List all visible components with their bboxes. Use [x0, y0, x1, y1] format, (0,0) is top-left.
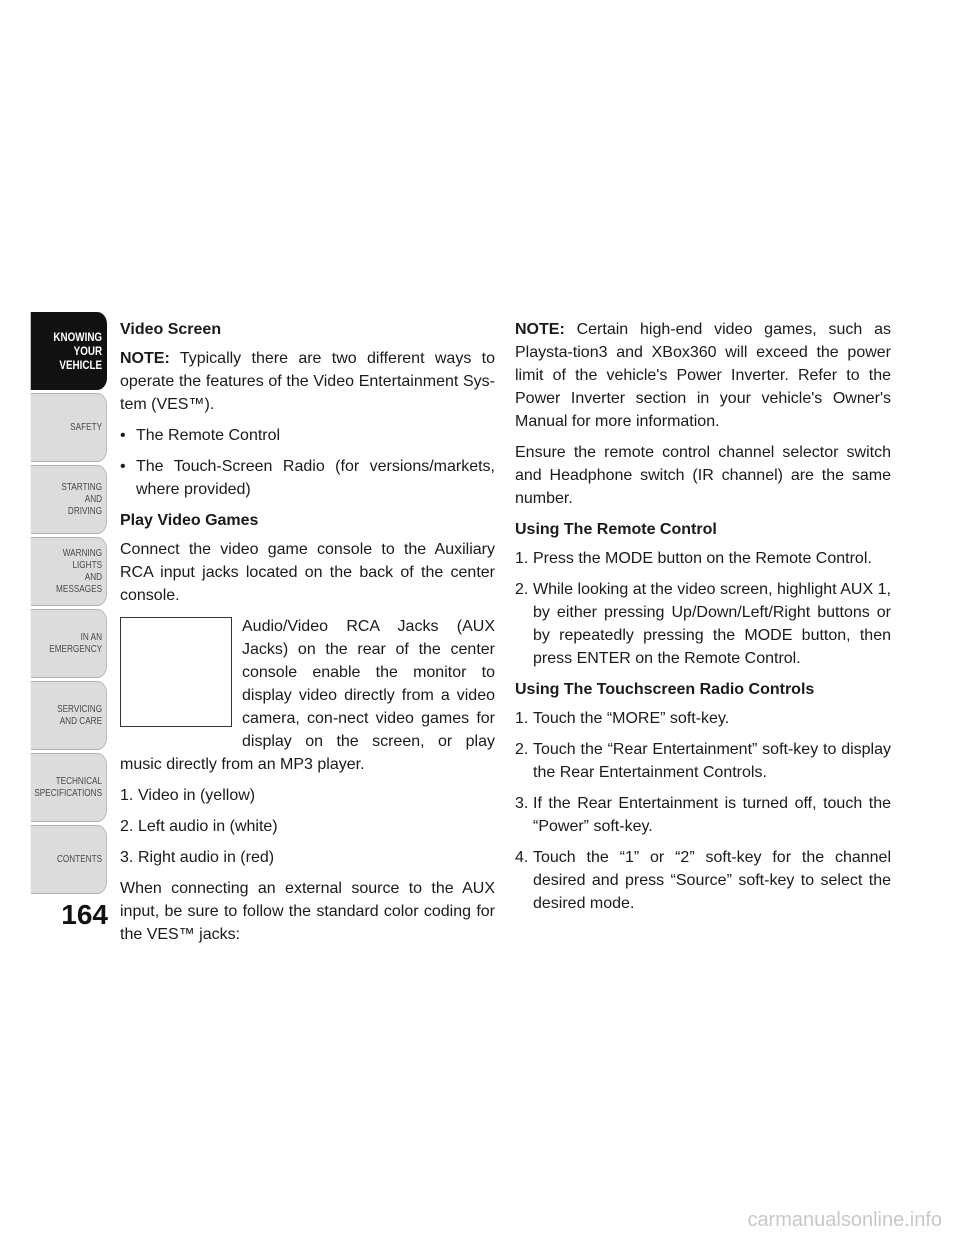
list-item-text: While looking at the video screen, highlight AUX 1, by either pressing Up/Down/Left/Right buttons or by repeatedly pressing the MODE button, then press ENTER on the Remote Control. — [533, 581, 891, 667]
tab-label: AND — [84, 493, 103, 505]
list-item — [120, 455, 495, 501]
list-item-text: If the Rear Entertainment is turned off, touch the “Power” soft-key. — [533, 795, 891, 835]
list-number: 3. — [515, 795, 529, 812]
left-column — [120, 318, 495, 954]
tab-technical-specifications[interactable] — [31, 753, 107, 822]
paragraph: Audio/Video RCA Jacks (AUX Jacks) on the rear of the center console enable the monitor to display video directly from a video camera, con-nect video games for display on the screen, or play music directly from an MP3 player. — [120, 618, 495, 773]
list-item-text: Touch the “MORE” soft-key. — [533, 710, 730, 727]
list-number: 1. — [120, 787, 134, 804]
note-text: Certain high-end video games, such as Playsta-tion3 and XBox360 will exceed the power limit of the vehicle's Power Inverter. Refer to the Power Inverter section in your vehicle's Owner's Manual for more information. — [515, 321, 891, 430]
tab-warning-lights-and-messages[interactable] — [31, 537, 107, 606]
bullet-icon: • — [120, 458, 126, 475]
list-item-text: The Remote Control — [136, 427, 281, 444]
tab-label: IN AN — [80, 631, 103, 643]
list-item — [515, 547, 891, 570]
tab-label: SAFETY — [70, 421, 103, 433]
list-number: 4. — [515, 849, 529, 866]
tab-label: STARTING — [61, 481, 103, 493]
tab-in-an-emergency[interactable] — [31, 609, 107, 678]
tab-label: YOUR — [73, 344, 103, 358]
list-number: 2. — [515, 581, 529, 598]
watermark: carmanualsonline.info — [747, 1209, 942, 1231]
list-item-text: Touch the “1” or “2” soft-key for the channel desired and press “Source” soft-key to select the desired mode. — [533, 849, 891, 912]
list-item-text: Press the MODE button on the Remote Control. — [533, 550, 872, 567]
paragraph: When connecting an external source to the AUX input, be sure to follow the standard color coding for the VES™ jacks: — [120, 880, 495, 943]
tab-knowing-your-vehicle[interactable] — [31, 312, 107, 390]
list-item — [120, 424, 495, 447]
list-number: 3. — [120, 849, 134, 866]
note-label: NOTE: — [515, 321, 565, 338]
tab-starting-and-driving[interactable] — [31, 465, 107, 534]
page-number: 164 — [61, 899, 108, 930]
list-item-text: The Touch-Screen Radio (for versions/markets, where provided) — [136, 458, 495, 498]
list-item — [515, 707, 891, 730]
tab-label: CONTENTS — [56, 853, 103, 865]
tab-label: AND — [84, 571, 103, 583]
right-column — [515, 318, 891, 923]
list-item-text: Left audio in (white) — [138, 818, 278, 835]
note-paragraph — [120, 347, 495, 416]
list-item — [120, 846, 495, 869]
tab-label: AND CARE — [59, 715, 103, 727]
list-item — [515, 792, 891, 838]
tab-label: VEHICLE — [59, 358, 103, 372]
section-heading-using-remote-control: Using The Remote Control — [515, 521, 717, 538]
list-item — [120, 815, 495, 838]
section-heading-play-video-games: Play Video Games — [120, 512, 259, 529]
list-number: 2. — [515, 741, 529, 758]
paragraph: Ensure the remote control channel selector switch and Headphone switch (IR channel) are the same number. — [515, 444, 891, 507]
tab-label: MESSAGES — [56, 583, 103, 595]
list-item — [515, 846, 891, 915]
section-heading-using-touchscreen-radio: Using The Touchscreen Radio Controls — [515, 681, 815, 698]
list-item — [120, 784, 495, 807]
tab-label: WARNING — [62, 547, 103, 559]
section-heading-video-screen: Video Screen — [120, 321, 222, 338]
note-label: NOTE: — [120, 350, 170, 367]
note-paragraph — [515, 318, 891, 433]
tab-label: SPECIFICATIONS — [34, 787, 103, 799]
note-text: Typically there are two different ways to operate the features of the Video Entertainment Sys-tem (VES™). — [120, 350, 495, 413]
tab-label: KNOWING — [53, 330, 103, 344]
tab-label: SERVICING — [57, 703, 103, 715]
tab-safety[interactable] — [31, 393, 107, 462]
tab-contents[interactable] — [31, 825, 107, 894]
tab-servicing-and-care[interactable] — [31, 681, 107, 750]
list-number: 1. — [515, 710, 529, 727]
tab-label: DRIVING — [67, 505, 103, 517]
list-number: 1. — [515, 550, 529, 567]
list-number: 2. — [120, 818, 134, 835]
list-item-text: Right audio in (red) — [138, 849, 275, 866]
tab-label: EMERGENCY — [49, 643, 103, 655]
tab-label: TECHNICAL — [55, 775, 103, 787]
tab-label: LIGHTS — [72, 559, 103, 571]
list-item — [515, 738, 891, 784]
paragraph: Connect the video game console to the Auxiliary RCA input jacks located on the back of the center console. — [120, 541, 495, 604]
list-item-text: Video in (yellow) — [138, 787, 256, 804]
figure-image-placeholder — [120, 617, 232, 727]
list-item-text: Touch the “Rear Entertainment” soft-key to display the Rear Entertainment Controls. — [533, 741, 891, 781]
list-item — [515, 578, 891, 670]
section-tabs — [14, 312, 107, 894]
bullet-icon: • — [120, 427, 126, 444]
